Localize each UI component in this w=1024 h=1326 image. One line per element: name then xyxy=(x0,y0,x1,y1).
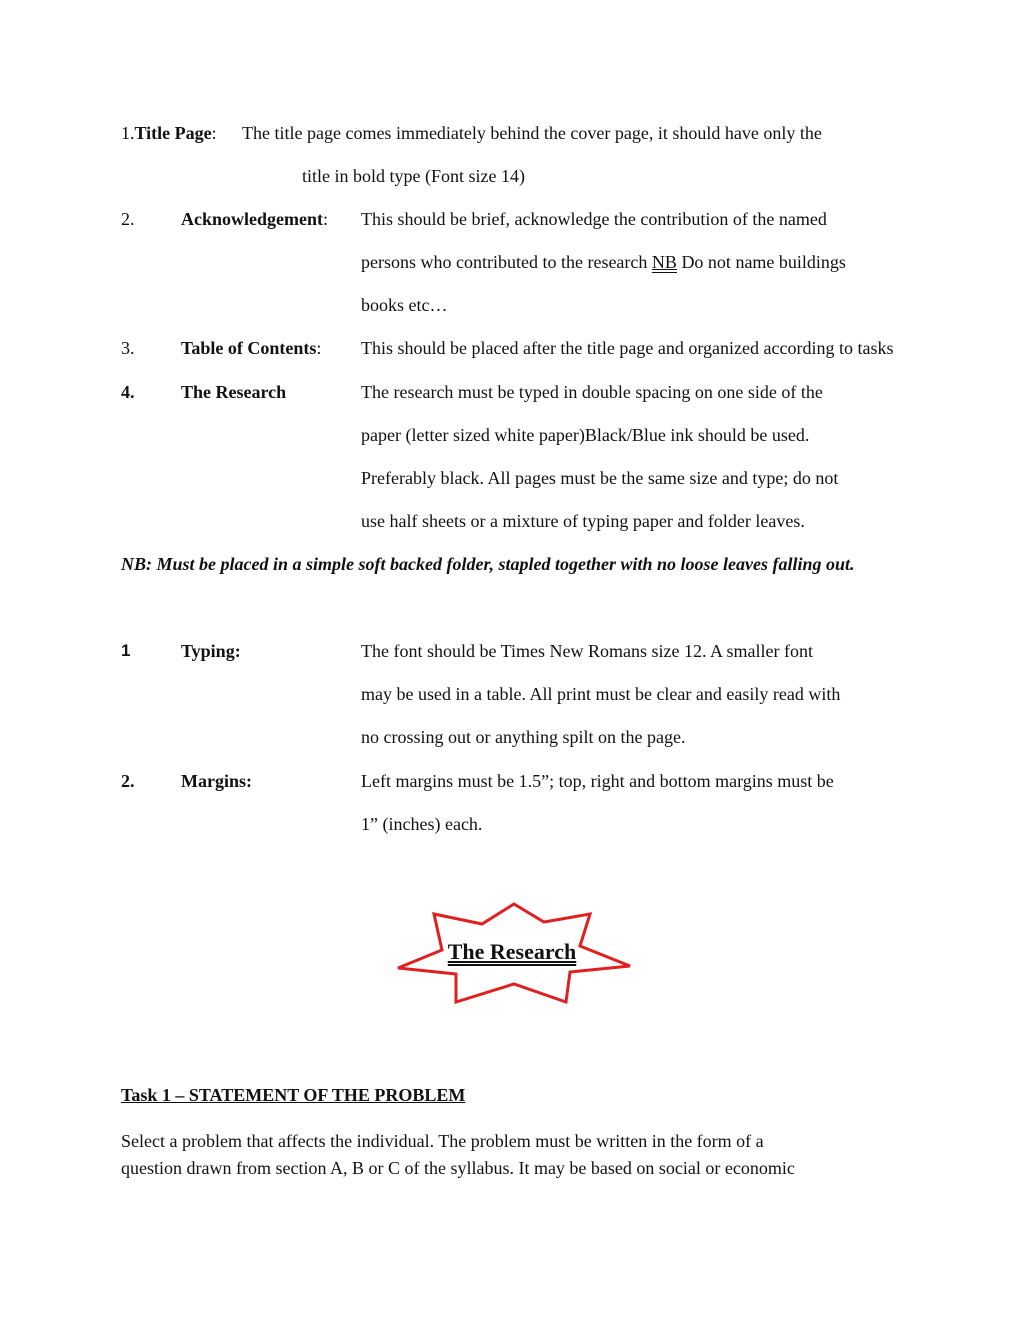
title-page-desc-1: The title page comes immediately behind the cover page, it should have only the xyxy=(242,123,822,143)
title-page-line xyxy=(121,122,217,144)
research-label: The Research xyxy=(181,382,287,402)
acknowledgement-number: 2. xyxy=(121,209,135,229)
research-desc-1: The research must be typed in double spacing on one side of the xyxy=(361,382,823,402)
title-page-label: Title Page xyxy=(134,123,212,143)
research-desc-2: paper (letter sized white paper)Black/Blue ink should be used. xyxy=(361,425,810,445)
toc-label-wrap xyxy=(181,337,321,359)
margins-number: 2. xyxy=(121,771,135,791)
acknowledgement-desc-2 xyxy=(361,251,846,273)
toc-label: Table of Contents xyxy=(181,338,317,358)
acknowledgement-desc-1: This should be brief, acknowledge the contribution of the named xyxy=(361,209,827,229)
acknowledgement-desc-2-pre: persons who contributed to the research xyxy=(361,252,652,272)
typing-desc-3: no crossing out or anything spilt on the page. xyxy=(361,727,686,747)
task1-paragraph-line-1: Select a problem that affects the individual. The problem must be written in the form of a xyxy=(121,1131,764,1151)
typing-desc-1: The font should be Times New Romans size 12. A smaller font xyxy=(361,641,813,661)
toc-colon: : xyxy=(316,338,322,358)
typing-label: Typing: xyxy=(181,641,241,661)
title-page-number: 1. xyxy=(121,123,135,143)
typing-desc-2: may be used in a table. All print must be clear and easily read with xyxy=(361,684,841,704)
title-page-colon: : xyxy=(211,123,217,143)
acknowledgement-desc-2-post: Do not name buildings xyxy=(676,252,846,272)
toc-desc-1: This should be placed after the title page and organized according to tasks xyxy=(361,338,894,358)
toc-number: 3. xyxy=(121,338,135,358)
nb-note: NB: Must be placed in a simple soft backed folder, stapled together with no loose leaves falling out. xyxy=(121,554,855,574)
research-desc-3: Preferably black. All pages must be the same size and type; do not xyxy=(361,468,839,488)
star-banner-title: The Research xyxy=(447,939,577,964)
acknowledgement-colon: : xyxy=(323,209,329,229)
research-desc-4: use half sheets or a mixture of typing paper and folder leaves. xyxy=(361,511,805,531)
acknowledgement-label-wrap xyxy=(181,208,328,230)
margins-label: Margins: xyxy=(181,771,252,791)
task1-paragraph-line-2: question drawn from section A, B or C of the syllabus. It may be based on social or economic xyxy=(121,1158,795,1178)
typing-number: 1 xyxy=(121,641,131,660)
acknowledgement-nb: NB xyxy=(651,252,677,272)
task1-heading: Task 1 – STATEMENT OF THE PROBLEM xyxy=(121,1085,466,1105)
research-number: 4. xyxy=(121,382,135,402)
margins-desc-2: 1” (inches) each. xyxy=(361,814,483,834)
acknowledgement-desc-3: books etc… xyxy=(361,295,448,315)
acknowledgement-label: Acknowledgement xyxy=(181,209,323,229)
margins-desc-1: Left margins must be 1.5”; top, right and bottom margins must be xyxy=(361,771,834,791)
title-page-desc-2: title in bold type (Font size 14) xyxy=(302,166,525,186)
